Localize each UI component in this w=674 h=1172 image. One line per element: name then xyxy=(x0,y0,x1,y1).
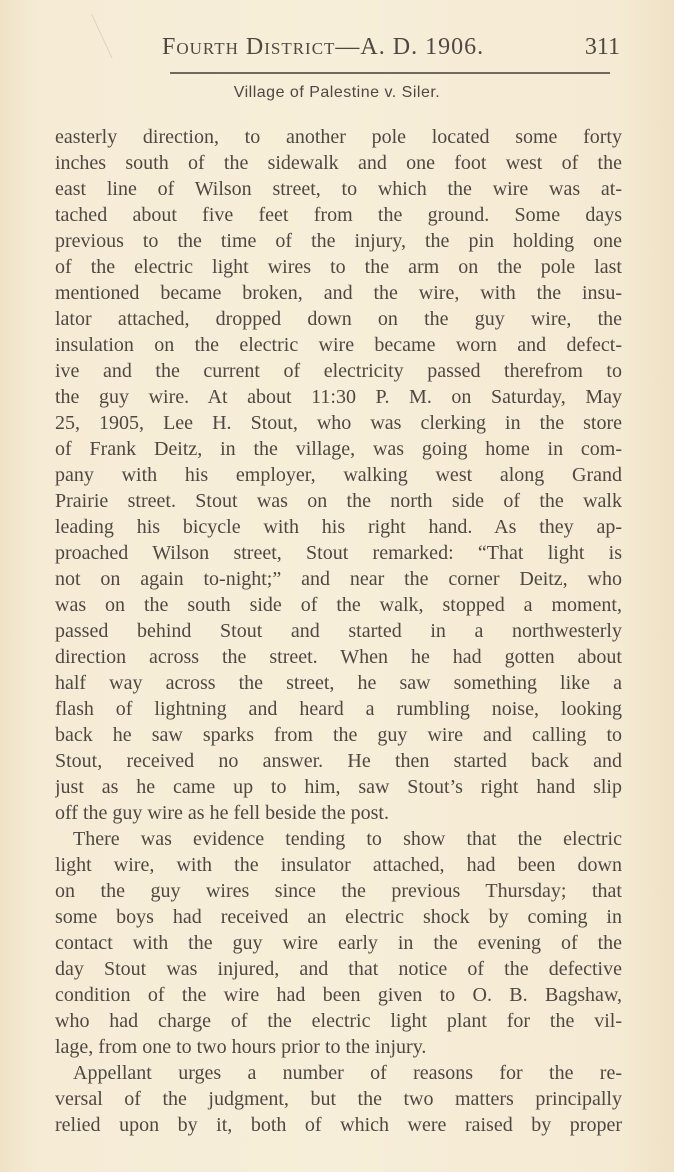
page-number: 311 xyxy=(584,34,620,60)
text-line: off the guy wire as he fell beside the post. xyxy=(55,802,389,824)
text-line: condition of the wire had been given to O. B. Bagshaw, xyxy=(55,984,622,1006)
text-line: relied upon by it, both of which were raised by proper xyxy=(55,1114,622,1136)
header-rule xyxy=(170,72,610,74)
text-line: insulation on the electric wire became worn and defect- xyxy=(55,334,622,356)
text-line: 25, 1905, Lee H. Stout, who was clerking in the store xyxy=(55,412,622,434)
text-line: on the guy wires since the previous Thursday; that xyxy=(55,880,622,902)
text-line: lator attached, dropped down on the guy wire, the xyxy=(55,308,622,330)
page-smudge xyxy=(91,2,139,59)
text-line: not on again to-night;” and near the corner Deitz, who xyxy=(55,568,622,590)
text-line: tached about five feet from the ground. Some days xyxy=(55,204,622,226)
text-line: passed behind Stout and started in a northwesterly xyxy=(55,620,622,642)
text-line: Appellant urges a number of reasons for the re- xyxy=(73,1062,622,1084)
text-line: inches south of the sidewalk and one foot west of the xyxy=(55,152,622,174)
text-line: versal of the judgment, but the two matters principally xyxy=(55,1088,622,1110)
text-line: day Stout was injured, and that notice of the defective xyxy=(55,958,622,980)
text-line: east line of Wilson street, to which the wire was at- xyxy=(55,178,622,200)
text-line: half way across the street, he saw something like a xyxy=(55,672,622,694)
text-line: contact with the guy wire early in the evening of the xyxy=(55,932,622,954)
running-head xyxy=(150,34,620,68)
text-line: easterly direction, to another pole located some forty xyxy=(55,126,622,148)
text-line: proached Wilson street, Stout remarked: “That light is xyxy=(55,542,622,564)
text-line: of the electric light wires to the arm on the pole last xyxy=(55,256,622,278)
text-line: flash of lightning and heard a rumbling noise, looking xyxy=(55,698,622,720)
text-line: previous to the time of the injury, the pin holding one xyxy=(55,230,622,252)
text-line: lage, from one to two hours prior to the injury. xyxy=(55,1036,427,1058)
text-line: of Frank Deitz, in the village, was going home in com- xyxy=(55,438,622,460)
text-line: who had charge of the electric light plant for the vil- xyxy=(55,1010,622,1032)
text-line: the guy wire. At about 11:30 P. M. on Saturday, May xyxy=(55,386,622,408)
text-line: There was evidence tending to show that the electric xyxy=(73,828,622,850)
text-line: was on the south side of the walk, stopped a moment, xyxy=(55,594,622,616)
text-line: Prairie street. Stout was on the north side of the walk xyxy=(55,490,622,512)
text-line: pany with his employer, walking west along Grand xyxy=(55,464,622,486)
text-line: mentioned became broken, and the wire, with the insu- xyxy=(55,282,622,304)
text-line: leading his bicycle with his right hand. As they ap- xyxy=(55,516,622,538)
text-line: just as he came up to him, saw Stout’s right hand slip xyxy=(55,776,622,798)
text-line: ive and the current of electricity passed therefrom to xyxy=(55,360,622,382)
text-line: Stout, received no answer. He then started back and xyxy=(55,750,622,772)
text-line: some boys had received an electric shock by coming in xyxy=(55,906,622,928)
text-line: direction across the street. When he had gotten about xyxy=(55,646,622,668)
case-title: Village of Palestine v. Siler. xyxy=(233,84,441,101)
running-title: Fourth District—A. D. 1906. xyxy=(162,34,485,60)
text-line: back he saw sparks from the guy wire and calling to xyxy=(55,724,622,746)
text-line: light wire, with the insulator attached, had been down xyxy=(55,854,622,876)
body-text xyxy=(55,124,622,1138)
